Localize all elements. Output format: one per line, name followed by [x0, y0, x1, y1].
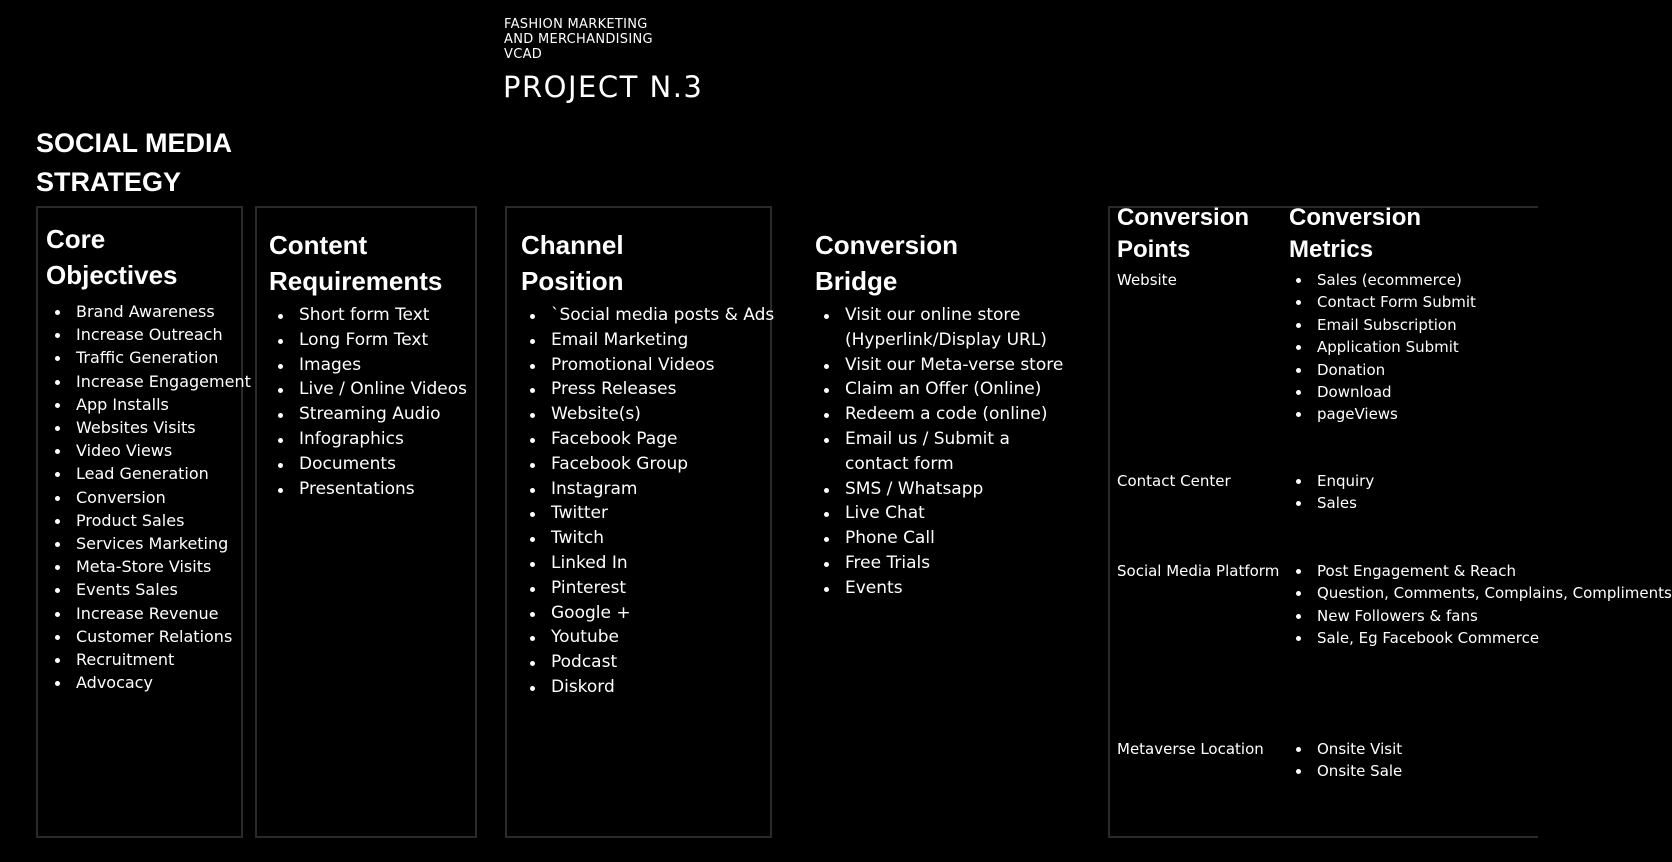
content-requirements-list — [269, 303, 467, 501]
core-objectives-title-line-2: Objectives — [46, 259, 178, 290]
list-item: Images — [269, 353, 467, 378]
list-item: Linked In — [521, 551, 774, 576]
conversion-points-title-line-1: Conversion — [1117, 204, 1250, 231]
list-item: `Social media posts & Ads — [521, 303, 774, 328]
metaverse-metrics-list — [1287, 738, 1512, 783]
course-line-3: VCAD — [504, 47, 543, 62]
list-item: Video Views — [46, 439, 251, 462]
list-item: Twitter — [521, 501, 774, 526]
conversion-bridge-list — [815, 303, 1071, 601]
list-item: Twitch — [521, 526, 774, 551]
list-item: Diskord — [521, 675, 774, 700]
list-item: Short form Text — [269, 303, 467, 328]
list-item: Events — [815, 576, 1071, 601]
content-requirements-box — [255, 206, 477, 838]
conversion-point-contact-center: Contact Center — [1117, 472, 1231, 490]
list-item: Donation — [1287, 359, 1512, 381]
list-item: Product Sales — [46, 509, 251, 532]
conversion-points-title — [1117, 202, 1249, 266]
page-title-line-1: SOCIAL MEDIA — [36, 128, 233, 158]
list-item: New Followers & fans — [1287, 605, 1512, 627]
list-item: Google + — [521, 601, 774, 626]
list-item: Sales (ecommerce) — [1287, 269, 1512, 291]
list-item: Pinterest — [521, 576, 774, 601]
list-item: Application Submit — [1287, 336, 1512, 358]
channel-position-title — [521, 228, 624, 299]
list-item: Onsite Visit — [1287, 738, 1512, 760]
list-item: Download — [1287, 381, 1512, 403]
list-item: Brand Awareness — [46, 300, 251, 323]
conversion-bridge-title — [815, 228, 958, 299]
list-item: Phone Call — [815, 526, 1071, 551]
list-item: Sale, Eg Facebook Commerce — [1287, 627, 1512, 649]
course-line-2: AND MERCHANDISING — [504, 32, 653, 47]
list-item: Visit our Meta-verse store — [815, 353, 1071, 378]
conversion-point-metaverse-location: Metaverse Location — [1117, 740, 1264, 758]
list-item: Email Marketing — [521, 328, 774, 353]
channel-position-title-line-2: Position — [521, 265, 624, 296]
core-objectives-title-line-1: Core — [46, 224, 106, 254]
list-item: Traffic Generation — [46, 346, 251, 369]
list-item: Promotional Videos — [521, 353, 774, 378]
course-line-1: FASHION MARKETING — [504, 17, 648, 32]
page-title-line-2: STRATEGY — [36, 167, 182, 197]
channel-position-title-line-1: Channel — [521, 230, 624, 260]
conversion-bridge-title-line-1: Conversion — [815, 230, 959, 260]
list-item: Free Trials — [815, 551, 1071, 576]
list-item: Claim an Offer (Online) — [815, 377, 1071, 402]
list-item: Increase Outreach — [46, 323, 251, 346]
conversion-points-title-line-2: Points — [1117, 236, 1191, 263]
list-item: Infographics — [269, 427, 467, 452]
list-item: Advocacy — [46, 671, 251, 694]
page-title — [36, 124, 232, 202]
conversion-bridge-title-line-2: Bridge — [815, 265, 898, 296]
conversion-point-website: Website — [1117, 271, 1177, 289]
list-item: Customer Relations — [46, 625, 251, 648]
conversion-metrics-title — [1289, 202, 1421, 266]
list-item: Onsite Sale — [1287, 760, 1512, 782]
list-item: Live / Online Videos — [269, 377, 467, 402]
list-item: pageViews — [1287, 403, 1512, 425]
core-objectives-list — [46, 300, 251, 694]
list-item: Podcast — [521, 650, 774, 675]
list-item: Redeem a code (online) — [815, 402, 1071, 427]
list-item: Sales — [1287, 492, 1512, 514]
conversion-point-social-media-platform: Social Media Platform — [1117, 562, 1280, 580]
contact-center-metrics-list — [1287, 470, 1512, 515]
content-requirements-title-line-1: Content — [269, 230, 368, 260]
channel-position-list — [521, 303, 774, 700]
content-requirements-title-line-2: Requirements — [269, 265, 443, 296]
list-item: Documents — [269, 452, 467, 477]
list-item: Recruitment — [46, 648, 251, 671]
list-item: Increase Revenue — [46, 602, 251, 625]
list-item: Question, Comments, Complains, Compliments — [1287, 582, 1512, 604]
list-item: Press Releases — [521, 377, 774, 402]
list-item: SMS / Whatsapp — [815, 477, 1071, 502]
social-media-metrics-list — [1287, 560, 1672, 650]
project-title: PROJECT N.3 — [503, 70, 704, 104]
list-item: Conversion — [46, 486, 251, 509]
list-item: App Installs — [46, 393, 251, 416]
list-item: Enquiry — [1287, 470, 1512, 492]
course-header — [504, 17, 653, 62]
list-item: Events Sales — [46, 578, 251, 601]
list-item: Facebook Group — [521, 452, 774, 477]
list-item: Long Form Text — [269, 328, 467, 353]
list-item: Facebook Page — [521, 427, 774, 452]
list-item: Visit our online store (Hyperlink/Display URL) — [815, 303, 1071, 353]
list-item: Website(s) — [521, 402, 774, 427]
list-item: Lead Generation — [46, 462, 251, 485]
list-item: Streaming Audio — [269, 402, 467, 427]
list-item: Email us / Submit a contact form — [815, 427, 1071, 477]
list-item: Email Subscription — [1287, 314, 1512, 336]
list-item: Services Marketing — [46, 532, 251, 555]
core-objectives-title — [46, 222, 178, 293]
list-item: Post Engagement & Reach — [1287, 560, 1512, 582]
list-item: Live Chat — [815, 501, 1071, 526]
list-item: Websites Visits — [46, 416, 251, 439]
list-item: Increase Engagement — [46, 370, 251, 393]
conversion-metrics-title-line-1: Conversion — [1289, 204, 1422, 231]
conversion-metrics-title-line-2: Metrics — [1289, 236, 1374, 263]
list-item: Contact Form Submit — [1287, 291, 1512, 313]
list-item: Meta-Store Visits — [46, 555, 251, 578]
list-item: Presentations — [269, 477, 467, 502]
content-requirements-title — [269, 228, 442, 299]
list-item: Instagram — [521, 477, 774, 502]
website-metrics-list — [1287, 269, 1512, 426]
list-item: Youtube — [521, 625, 774, 650]
